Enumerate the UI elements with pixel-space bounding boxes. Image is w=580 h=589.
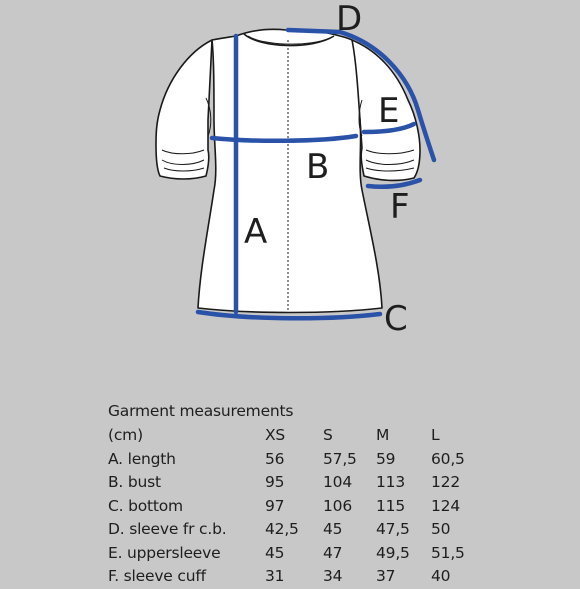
row-label: C. bottom [108,496,183,515]
row-value: 42,5 [265,520,299,538]
row-value: 47 [323,543,343,562]
row-value: 49,5 [376,543,410,562]
table-row [108,542,491,566]
row-label: F. sleeve cuff [108,567,206,585]
size-header-l: L [431,426,440,444]
row-value: 115 [376,496,405,515]
table-row [108,518,491,542]
unit-label: (cm) [108,426,143,444]
row-value: 57,5 [323,449,357,468]
size-header-s: S [323,426,333,444]
measurements-table [108,400,491,589]
row-value: 50 [431,520,451,538]
left-sleeve [156,40,212,179]
row-value: 122 [431,473,460,491]
row-value: 31 [265,567,285,585]
garment-drawing [156,29,420,312]
row-value: 40 [431,567,451,585]
row-value: 124 [431,496,460,515]
row-label: B. bust [108,473,161,491]
label-c: C [384,299,408,339]
label-d: D [336,0,363,39]
row-value: 56 [265,449,285,468]
table-title: Garment measurements [108,402,294,420]
table-body [108,448,491,589]
table-row [108,471,491,495]
label-f: F [390,187,410,227]
label-e: E [378,91,400,131]
table-header-row [108,424,491,448]
row-value: 51,5 [431,543,465,562]
row-value: 59 [376,449,396,468]
row-value: 37 [376,567,396,585]
label-a: A [244,212,268,252]
row-value: 45 [323,520,343,538]
row-value: 47,5 [376,520,410,538]
row-value: 45 [265,543,285,562]
label-b: B [306,147,330,187]
row-value: 104 [323,473,352,491]
size-header-m: M [376,426,390,444]
table-row [108,495,491,519]
row-label: A. length [108,449,176,468]
table-row [108,448,491,472]
garment-body [198,29,382,312]
row-value: 60,5 [431,449,465,468]
row-label: D. sleeve fr c.b. [108,520,227,538]
row-value: 113 [376,473,405,491]
size-header-xs: XS [265,426,286,444]
row-value: 97 [265,496,285,515]
row-value: 95 [265,473,285,491]
row-value: 106 [323,496,352,515]
table-row [108,565,491,589]
row-label: E. uppersleeve [108,543,221,562]
row-value: 34 [323,567,343,585]
